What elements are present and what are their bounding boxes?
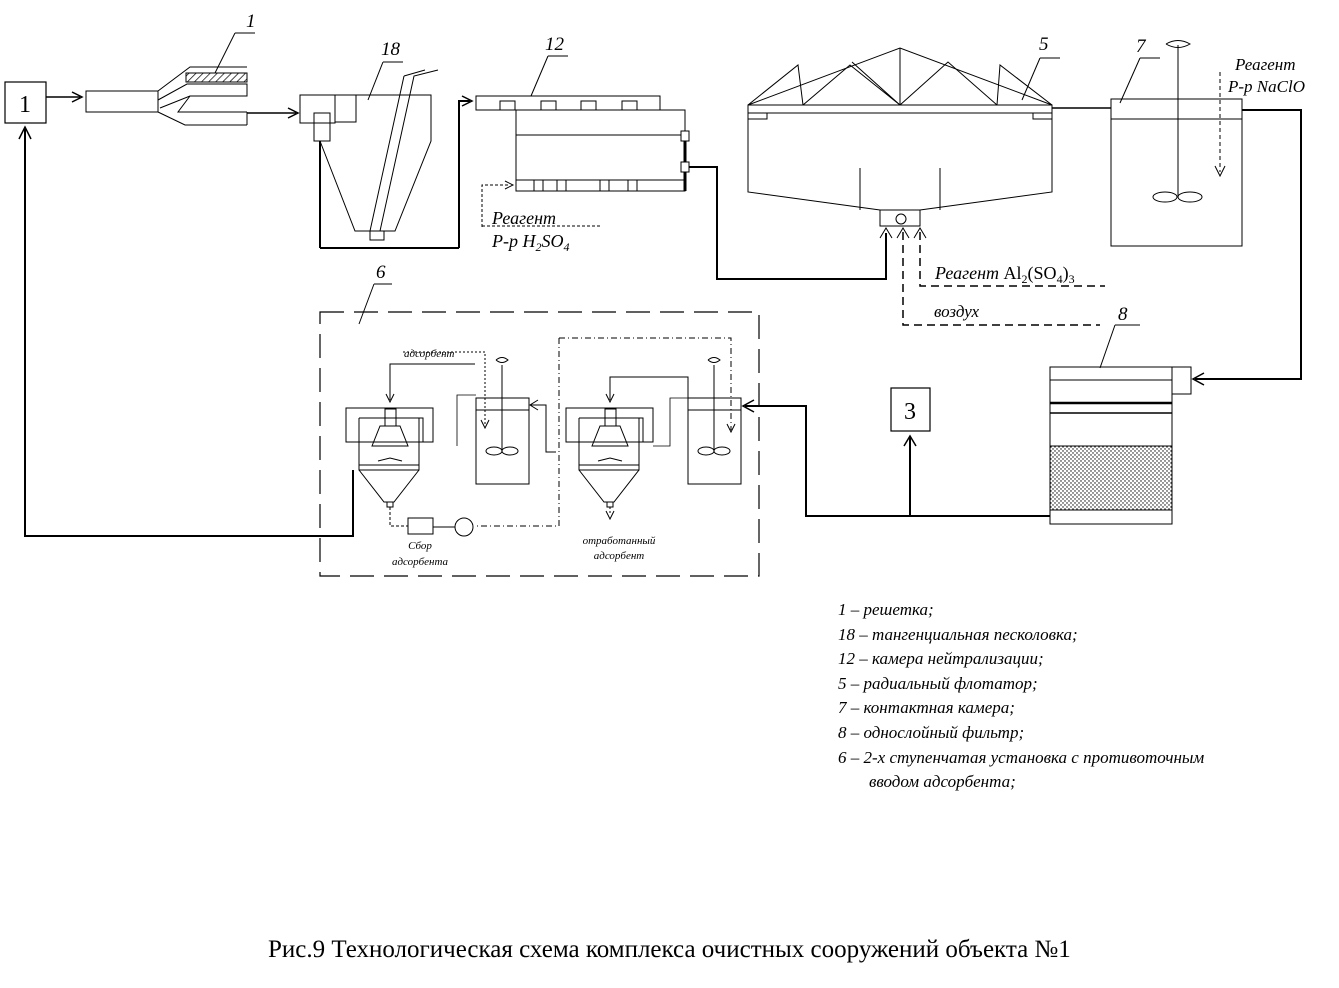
radial-flotator	[748, 34, 1060, 238]
adsorbent-label: адсорбент	[404, 348, 455, 360]
collect-adsorbent-label-2: адсорбента	[391, 556, 449, 568]
box-1-label: 1	[19, 92, 31, 118]
legend-item-contact: 7 – контактная камера;	[838, 698, 1015, 718]
sand-trap	[300, 39, 459, 248]
legend-item-adsorption-cont: вводом адсорбента;	[869, 772, 1016, 792]
contact-chamber	[1111, 36, 1242, 246]
legend-item-grate: 1 – решетка;	[838, 600, 934, 619]
box-1	[5, 82, 46, 123]
legend-item-sand-trap: 18 – тангенциальная песколовка;	[838, 624, 1078, 644]
flotator-number: 5	[1039, 34, 1049, 55]
grate-number: 1	[246, 11, 256, 32]
h2so4-reagent-label: Реагент	[492, 208, 557, 228]
spent-adsorbent-label-2: адсорбент	[593, 550, 645, 562]
spent-adsorbent-label-1: отработанный	[582, 535, 656, 547]
naclo-solution-label: Р-р NaClO	[1228, 77, 1305, 96]
neutralization-chamber	[476, 34, 689, 191]
single-layer-filter	[1050, 304, 1191, 524]
neutralization-number: 12	[545, 34, 564, 55]
adsorption-number: 6	[376, 262, 386, 283]
filter-number: 8	[1118, 304, 1128, 325]
al-reagent-label: Реагент $Al_2(SO_4)_3$	[935, 263, 1075, 286]
air-label: воздух	[934, 302, 980, 321]
adsorption-unit	[320, 262, 759, 576]
box-3	[891, 388, 930, 431]
figure-caption: Рис.9 Технологическая схема комплекса очистных сооружений объекта №1	[268, 936, 1071, 963]
legend-item-filter: 8 – однослойный фильтр;	[838, 722, 1025, 742]
grate	[86, 11, 256, 125]
collect-adsorbent-label-1: Сбор	[408, 540, 432, 552]
legend-item-adsorption: 6 – 2-х ступенчатая установка с противоточным	[838, 747, 1205, 767]
contact-number: 7	[1136, 36, 1146, 57]
legend-item-flotator: 5 – радиальный флотатор;	[838, 673, 1038, 693]
h2so4-solution-label: Р-р $H_2SO_4$	[492, 231, 570, 254]
legend-item-neutralization: 12 – камера нейтрализации;	[838, 649, 1044, 669]
legend	[838, 598, 1318, 795]
sand-trap-number: 18	[381, 39, 400, 60]
naclo-reagent-label: Реагент	[1235, 55, 1296, 74]
box-3-label: 3	[904, 399, 916, 425]
